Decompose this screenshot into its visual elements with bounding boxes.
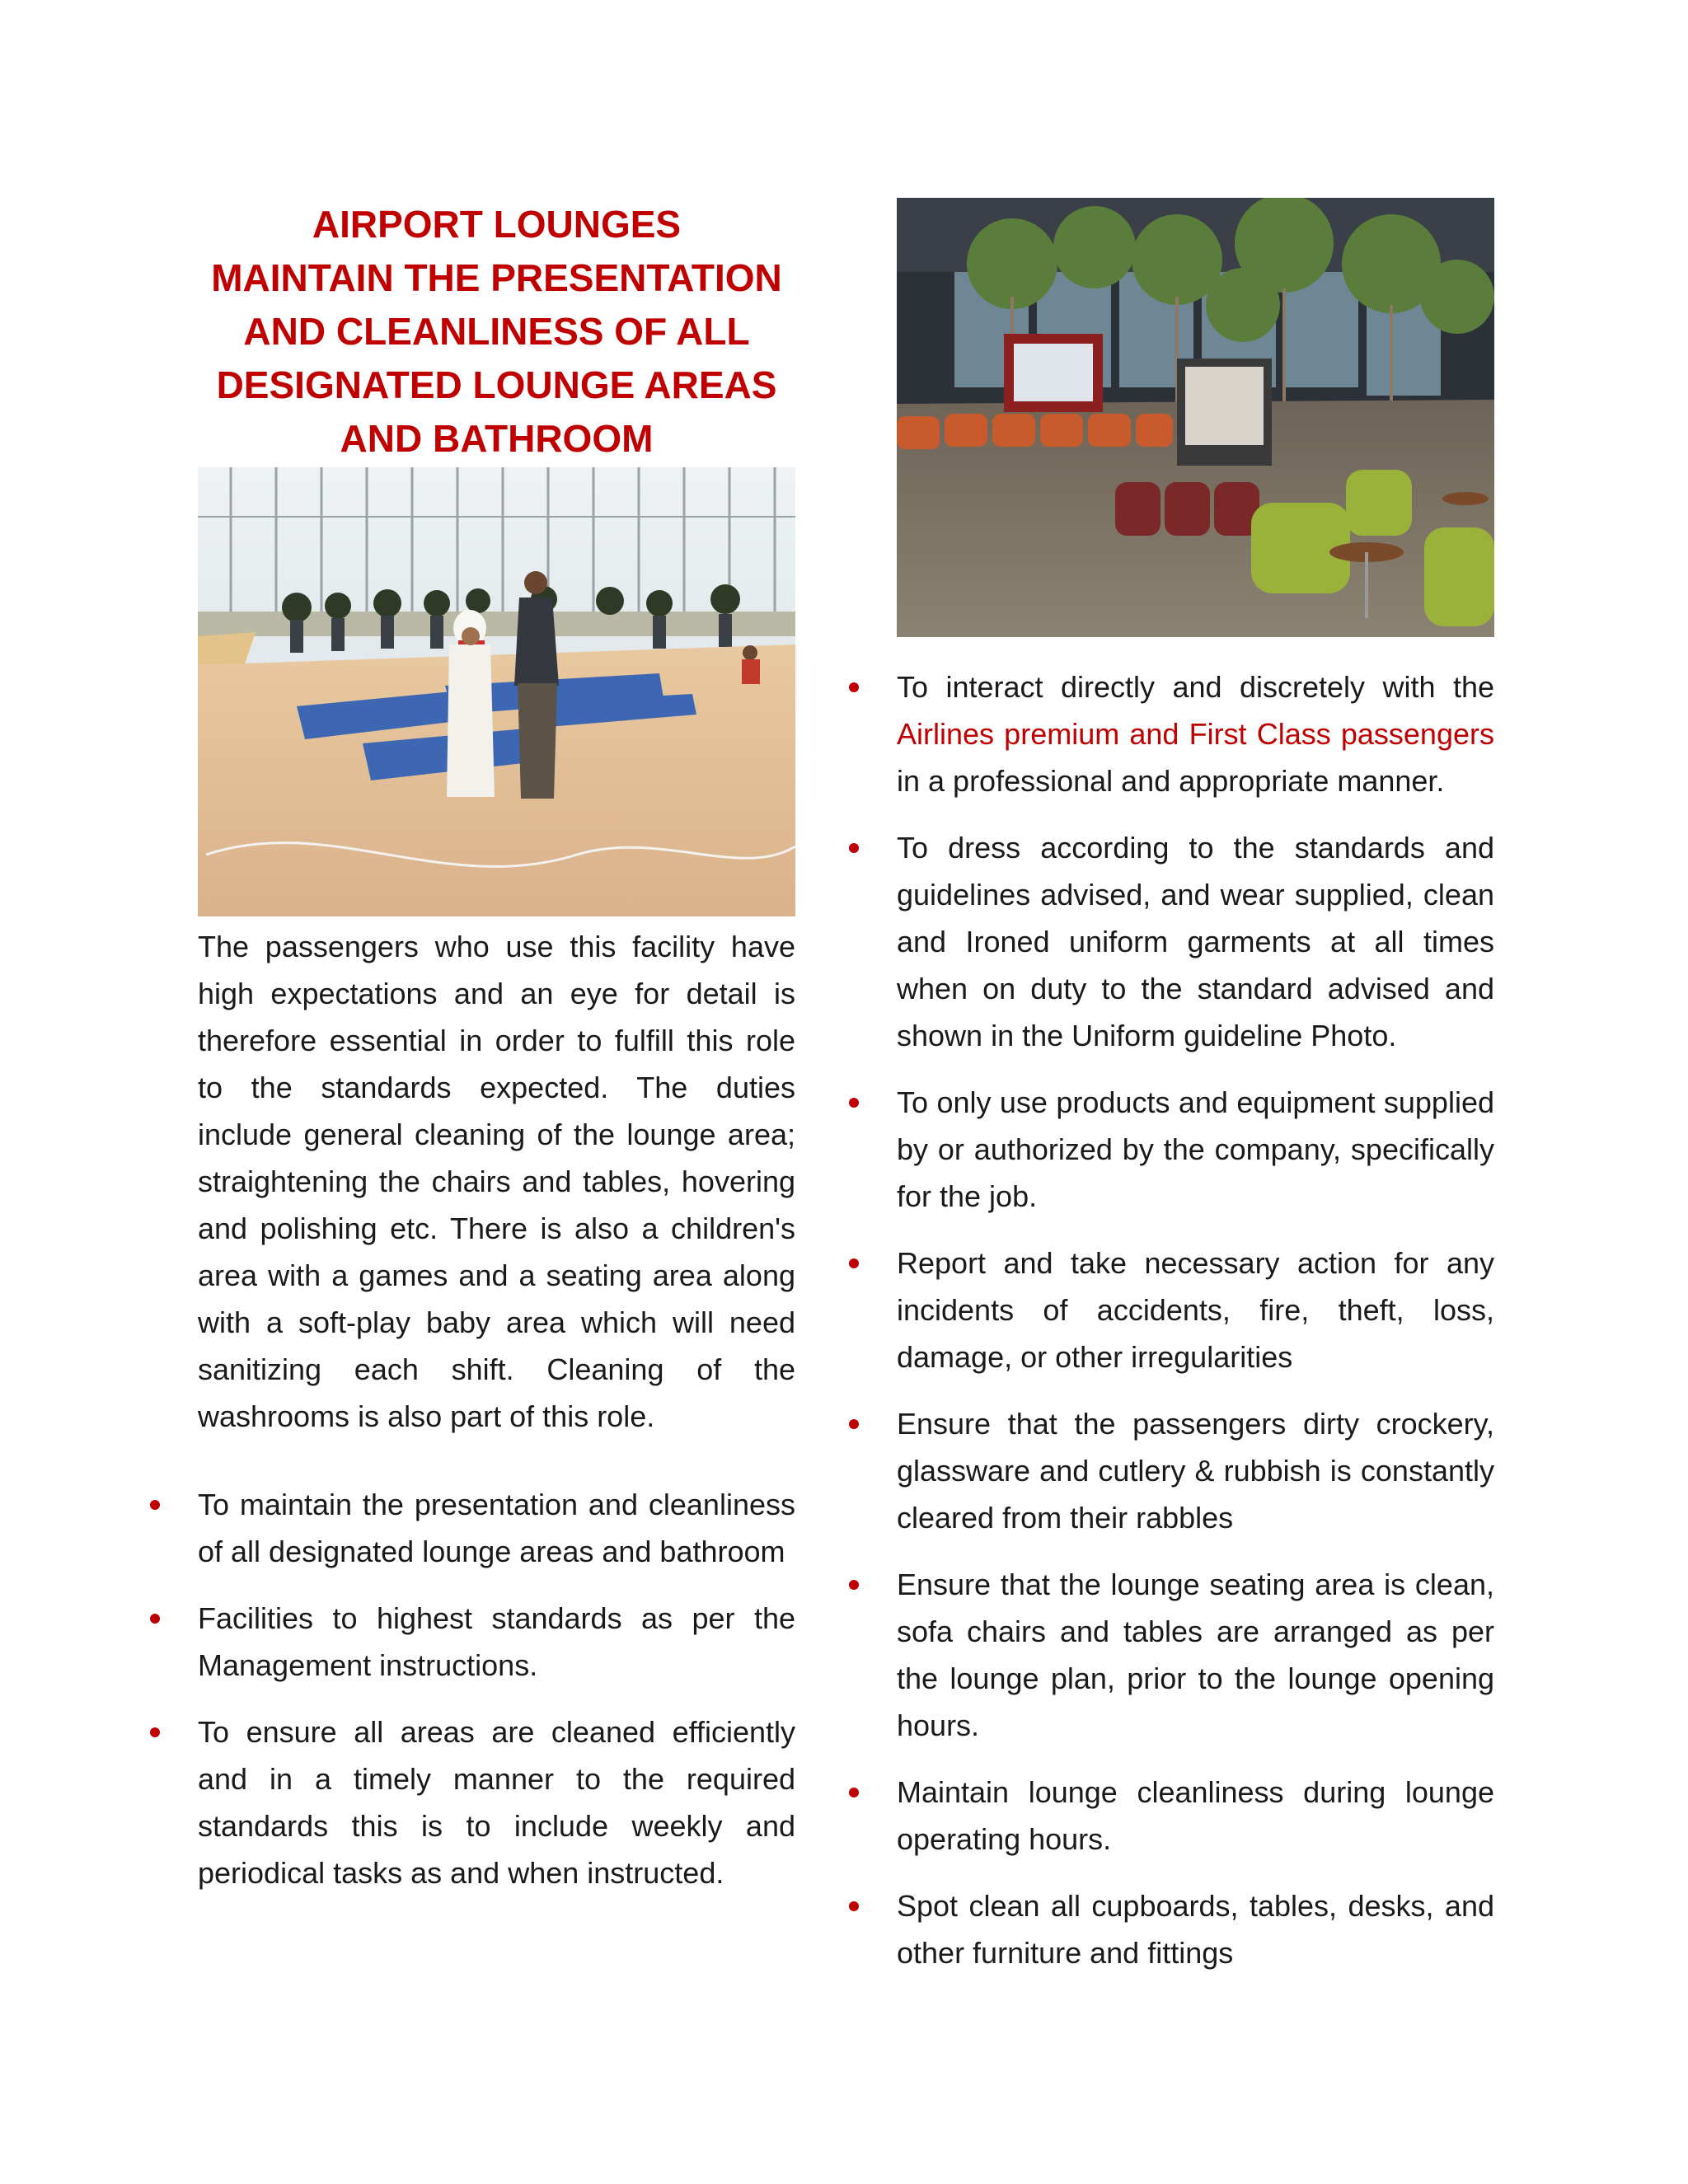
bullet-dot-icon xyxy=(849,1580,859,1590)
bullet-dot-icon xyxy=(150,1727,160,1737)
title-line-1: AIRPORT LOUNGES xyxy=(312,203,682,246)
page-title xyxy=(198,198,795,466)
bullet-dot-icon xyxy=(849,1419,859,1429)
list-item: Facilities to highest standards as per the Management instructions. xyxy=(198,1595,795,1689)
list-item: To only use products and equipment supplied by or authorized by the company, specifically for the job. xyxy=(897,1079,1494,1220)
list-item: To ensure all areas are cleaned efficiently and in a timely manner to the required standards this is to include weekly and periodical tasks as and when instructed. xyxy=(198,1708,795,1896)
title-line-5: AND BATHROOM xyxy=(340,417,654,460)
title-line-3: AND CLEANLINESS OF ALL xyxy=(243,310,750,353)
intro-paragraph: The passengers who use this facility have high expectations and an eye for detail is therefore essential in order to fulfill this role to the standards expected. The duties include general cleaning of the lounge area; straightening the chairs and tables, hovering and polishing etc. There is also a children's area with a games and a seating area along with a soft-play baby area which will need sanitizing each shift. Cleaning of the washrooms is also part of this role. xyxy=(198,930,795,1433)
bullet-dot-icon xyxy=(849,1788,859,1797)
premium-lounge-illustration xyxy=(897,198,1494,637)
bullet-dot-icon xyxy=(849,1901,859,1911)
lounge-construction-illustration xyxy=(198,467,795,916)
lounge-construction-photo xyxy=(198,467,795,916)
bullet-dot-icon xyxy=(150,1500,160,1510)
right-column xyxy=(897,198,1494,1996)
list-item: To dress according to the standards and guidelines advised, and wear supplied, clean and Ironed uniform garments at all times when on duty to the standard advised and shown in the Uniform guideline Photo. xyxy=(897,824,1494,1059)
bullet-dot-icon xyxy=(849,1098,859,1108)
list-item: Ensure that the lounge seating area is clean, sofa chairs and tables are arranged as per the lounge plan, prior to the lounge opening hours. xyxy=(897,1561,1494,1749)
bullet-dot-icon xyxy=(150,1614,160,1624)
bullet-dot-icon xyxy=(849,1258,859,1268)
list-item: Ensure that the passengers dirty crockery, glassware and cutlery & rubbish is constantly cleared from their rabbles xyxy=(897,1400,1494,1541)
list-item: To maintain the presentation and cleanliness of all designated lounge areas and bathroom xyxy=(198,1481,795,1575)
title-line-2: MAINTAIN THE PRESENTATION xyxy=(211,256,782,299)
list-item: Maintain lounge cleanliness during lounge operating hours. xyxy=(897,1769,1494,1863)
premium-lounge-photo xyxy=(897,198,1494,637)
highlighted-passengers-text: Airlines premium and First Class passengers xyxy=(897,717,1494,751)
list-item: Report and take necessary action for any incidents of accidents, fire, theft, loss, damage, or other irregularities xyxy=(897,1240,1494,1380)
left-bullet-list xyxy=(198,1481,795,1896)
right-bullet-list xyxy=(897,663,1494,1976)
list-item: To interact directly and discretely with the Airlines premium and First Class passengers in a professional and appropriate manner. xyxy=(897,663,1494,804)
list-item: Spot clean all cupboards, tables, desks, and other furniture and fittings xyxy=(897,1882,1494,1976)
left-column xyxy=(198,198,795,1916)
bullet-dot-icon xyxy=(849,843,859,853)
title-line-4: DESIGNATED LOUNGE AREAS xyxy=(216,363,777,406)
bullet-dot-icon xyxy=(849,682,859,692)
